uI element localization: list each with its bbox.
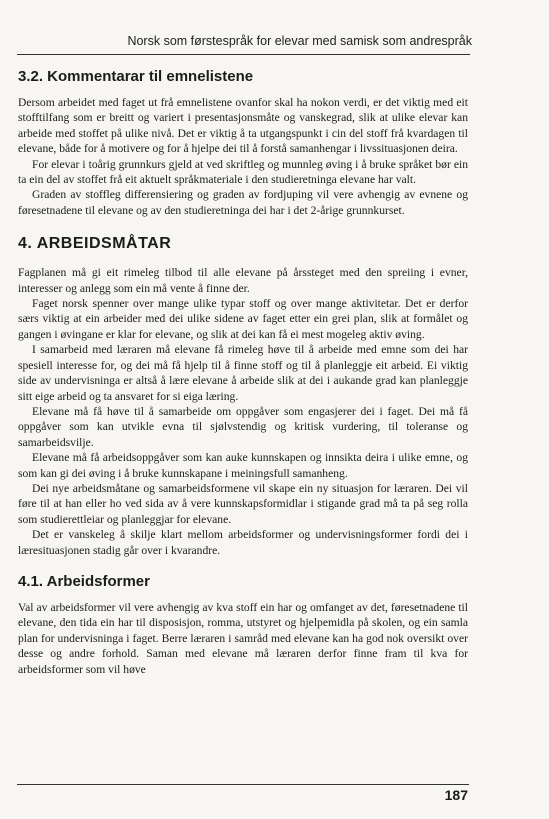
running-header: Norsk som førstespråk for elevar med samisk som andrespråk xyxy=(127,34,472,48)
paragraph: For elevar i toårig grunnkurs gjeld at ved skriftleg og munnleg øving i å bruke språket bør ein ta ein del av stoffet frå eit aktuelt språkmateriale i den studieretninga elevane har valt. xyxy=(18,157,468,187)
paragraph: Elevane må få høve til å samarbeide om oppgåver som engasjerer dei i faget. Dei må få oppgåver som kan utvikle evna til sjølvstendig og kritisk vurdering, til toleranse og samarbeidsvilje. xyxy=(18,404,468,449)
paragraph: Graden av stoffleg differensiering og graden av fordjuping vil vere avhengig av evnene og føresetnadene til elevane og av den studieretninga dei har i det 2-årige grunnkurset. xyxy=(18,188,468,217)
paragraph: Fagplanen må gi eit rimeleg tilbod til alle elevane på årssteget med den spreiing i evner, interesser og anlegg som ein må vente å finne der. xyxy=(18,266,468,295)
paragraph: Det er vanskeleg å skilje klart mellom arbeidsformer og undervisningsformer fordi dei i læresituasjonen stadig går over i kvarandre. xyxy=(18,528,468,557)
section-heading-3-2: 3.2. Kommentarar til emnelistene xyxy=(18,68,254,85)
page-content xyxy=(18,60,468,677)
footer-rule xyxy=(17,784,469,785)
paragraph: Faget norsk spenner over mange ulike typar stoff og over mange aktivitetar. Det er derfor særs viktig at ein arbeider med dei ulike sidene av faget etter ein grei plan, slik at formålet og gangen i øvingane er klar for elevane, og slik at dei kan få ei mest mogeleg aktiv øving. xyxy=(18,297,468,341)
paragraph: Dersom arbeidet med faget ut frå emnelistene ovanfor skal ha nokon verdi, er det viktig med eit stofftilfang som er breitt og variert i presentasjonsmåte og vanskegrad, slik at ulike elevar kan arbeide med stoffet på ulike nivå. Det er viktig å ta utgangspunkt i cin del stoff frå kvardagen til elevane, både for å motivere og for å hjelpe dei til å forstå samanhengar i livssituasjonen deira. xyxy=(18,96,468,156)
header-rule xyxy=(17,54,470,55)
paragraph: I samarbeid med læraren må elevane få rimeleg høve til å arbeide med emne som dei har spesiell interesse for, og dei må få hjelp til å finne stoff og til å planleggje eit arbeid. Ei viktig side av undervisninga er altså å lære elevane å arbeide slik at dei i aukande grad kan planleggje sitt eige arbeid og ta ansvaret for si eiga læring. xyxy=(18,343,468,403)
section-heading-4: 4. ARBEIDSMÅTAR xyxy=(18,235,172,253)
paragraph: Dei nye arbeidsmåtane og samarbeidsformene vil skape ein ny situasjon for læraren. Dei vil føre til at han eller ho ved sida av å vere kunnskapsformidlar i stigande grad må ta på seg rolla som studierettleiar og planleggjar for elevane. xyxy=(18,481,468,526)
paragraph: Elevane må få arbeidsoppgåver som kan auke kunnskapen og innsikta deira i ulike emne, og som kan gi dei øving i å bruke kunnskapane i meiningsfull samanheng. xyxy=(18,451,468,480)
paragraph: Val av arbeidsformer vil vere avhengig av kva stoff ein har og omfanget av det, føresetnadene til elevane, den tida ein har til disposisjon, romma, utstyret og hjelpemidla på skolen, og ein samla plan for undervisninga i faget. Berre læraren i samråd med elevane kan ha god nok oversikt over desse og andre forhold. Saman med elevane må læraren derfor finne fram til kva for arbeidsformer som vil høve xyxy=(18,600,468,676)
page-number: 187 xyxy=(444,787,468,803)
section-heading-4-1: 4.1. Arbeidsformer xyxy=(18,572,150,590)
